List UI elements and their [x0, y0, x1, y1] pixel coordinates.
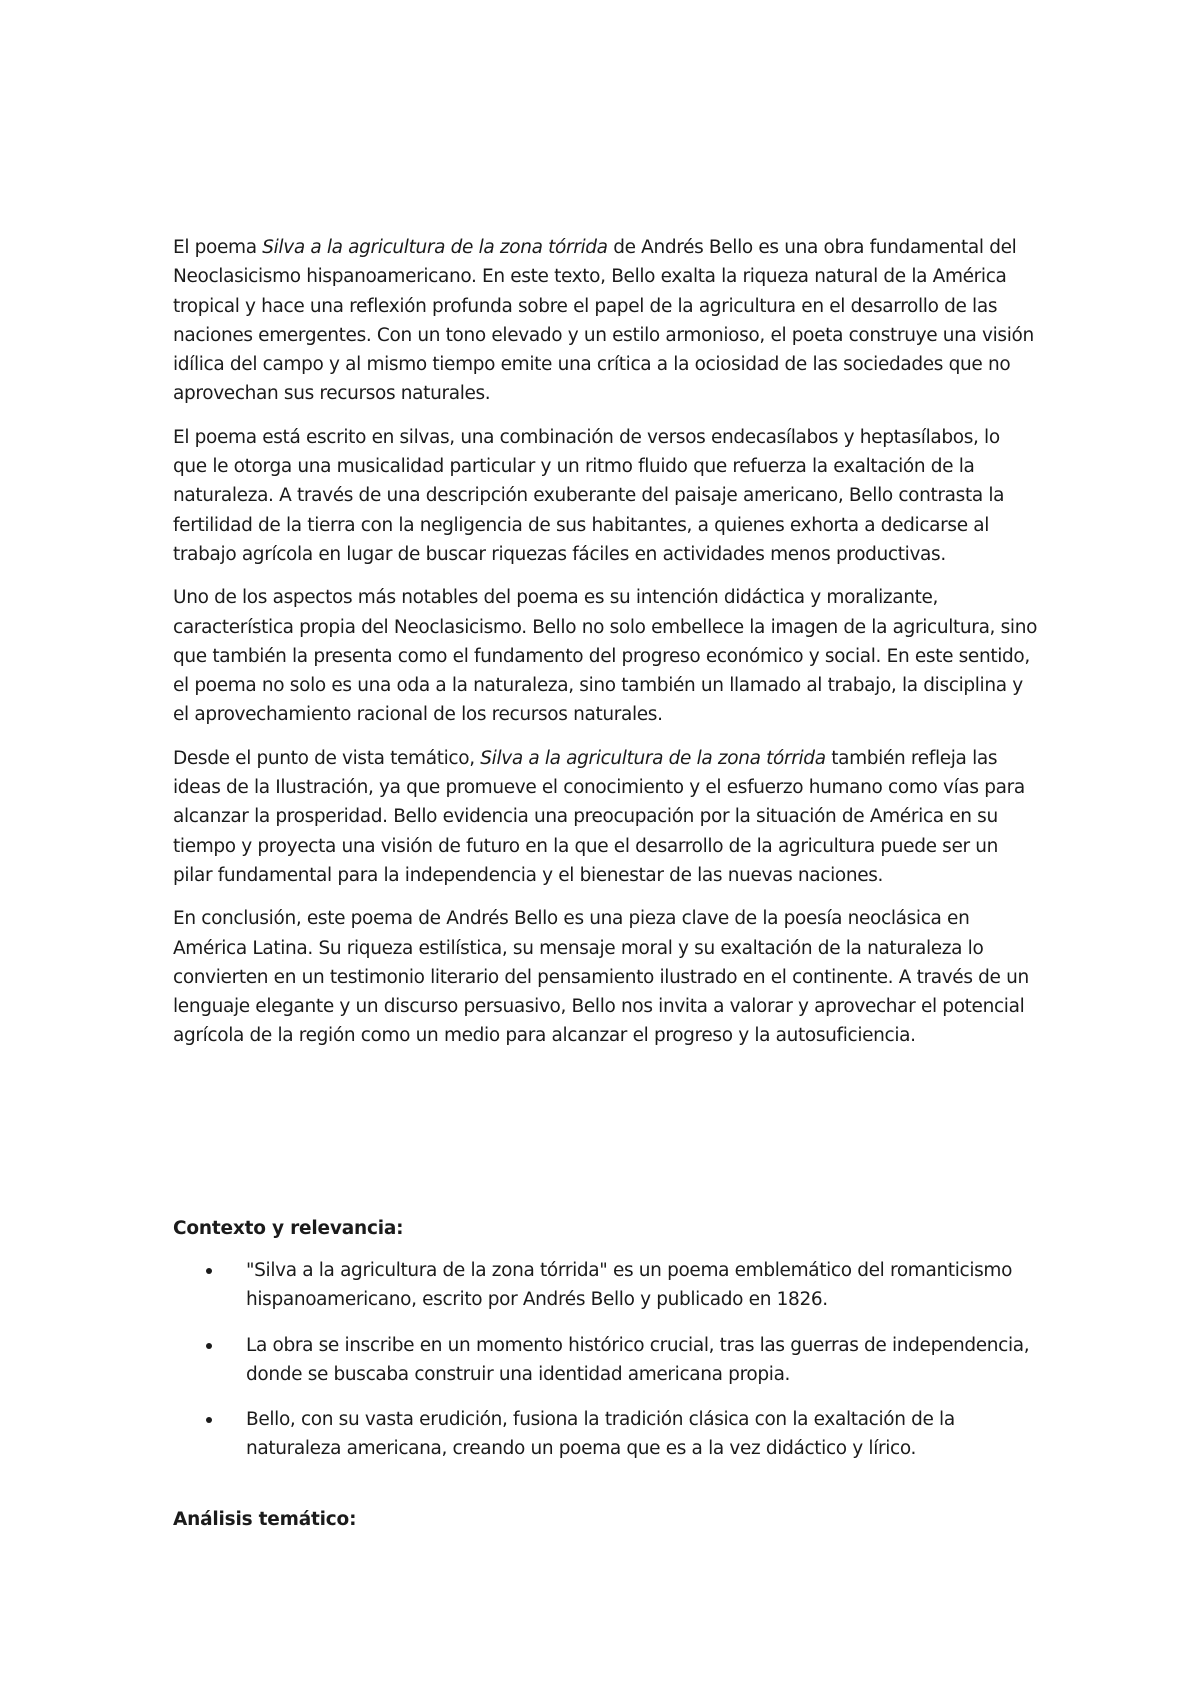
analysis-heading: Análisis temático:: [173, 1509, 357, 1530]
bullet-icon: [206, 1343, 212, 1349]
context-bullet-list: [173, 1256, 1039, 1480]
context-heading: Contexto y relevancia:: [173, 1218, 404, 1239]
paragraph-didactic: Uno de los aspectos más notables del poema es su intención didáctica y moralizante, característica propia del Neoclasicismo. Bello no solo embellece la imagen de la agricultura, sino que también la presenta como el fundamento del progreso económico y social. En este sentido, el poema no solo es una oda a la naturaleza, sino también un llamado al trabajo, la disciplina y el aprovechamiento racional de los recursos naturales.: [173, 587, 1038, 726]
paragraph-conclusion: En conclusión, este poema de Andrés Bello es una pieza clave de la poesía neoclásica en América Latina. Su riqueza estilística, su mensaje moral y su exaltación de la naturaleza lo convierten en un testimonio literario del pensamiento ilustrado en el continente. A través de un lenguaje elegante y un discurso persuasivo, Bello nos invita a valorar y aprovechar el potencial agrícola de la región como un medio para alcanzar el progreso y la autosuficiencia.: [173, 908, 1029, 1047]
essay-body: [173, 233, 1039, 1065]
paragraph-form: El poema está escrito en silvas, una combinación de versos endecasílabos y heptasílabos, lo que le otorga una musicalidad particular y un ritmo fluido que refuerza la exaltación de la naturaleza. A través de una descripción exuberante del paisaje americano, Bello contrasta la fertilidad de la tierra con la negligencia de sus habitantes, a quienes exhorta a dedicarse al trabajo agrícola en lugar de buscar riquezas fáciles en actividades menos productivas.: [173, 426, 1005, 565]
poem-title-italic: Silva a la agricultura de la zona tórrida: [262, 237, 608, 258]
list-item: La obra se inscribe en un momento histórico crucial, tras las guerras de independencia, donde se buscaba construir una identidad americana propia.: [173, 1331, 1039, 1390]
paragraph-thematic: Desde el punto de vista temático, Silva a la agricultura de la zona tórrida también refleja las ideas de la Ilustración, ya que promueve el conocimiento y el esfuerzo humano como vías para alcanzar la prosperidad. Bello evidencia una preocupación por la situación de América en su tiempo y proyecta una visión de futuro en la que el desarrollo de la agricultura puede ser un pilar fundamental para la independencia y el bienestar de las nuevas naciones.: [173, 747, 1025, 886]
bullet-icon: [206, 1268, 212, 1274]
poem-title-italic: Silva a la agricultura de la zona tórrida: [480, 747, 826, 769]
list-item: Bello, con su vasta erudición, fusiona la tradición clásica con la exaltación de la naturaleza americana, creando un poema que es a la vez didáctico y lírico.: [173, 1405, 1039, 1464]
list-item: "Silva a la agricultura de la zona tórrida" es un poema emblemático del romanticismo hispanoamericano, escrito por Andrés Bello y publicado en 1826.: [173, 1256, 1039, 1315]
bullet-icon: [206, 1417, 212, 1423]
paragraph-intro: El poema Silva a la agricultura de la zona tórrida de Andrés Bello es una obra fundamental del Neoclasicismo hispanoamericano. En este texto, Bello exalta la riqueza natural de la América tropical y hace una reflexión profunda sobre el papel de la agricultura en el desarrollo de las naciones emergentes. Con un tono elevado y un estilo armonioso, el poeta construye una visión idílica del campo y al mismo tiempo emite una crítica a la ociosidad de las sociedades que no aprovechan sus recursos naturales.: [173, 237, 1034, 405]
